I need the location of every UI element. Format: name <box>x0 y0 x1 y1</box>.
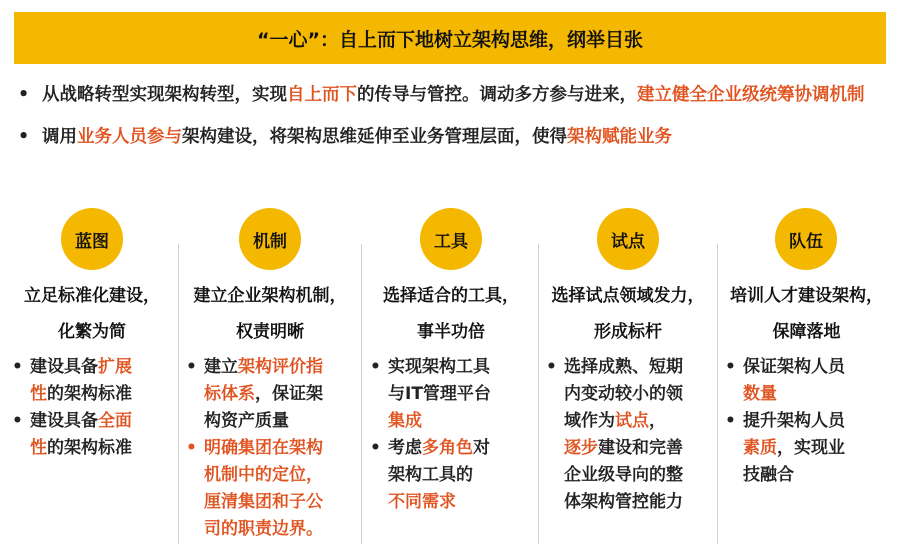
highlight-text: 数量 <box>743 384 777 404</box>
subtitle-line: 培训人才建设架构， <box>730 286 883 306</box>
subtitle-line: 形成标杆 <box>594 322 662 342</box>
column-tools <box>366 208 536 553</box>
intro-bullets <box>18 80 886 164</box>
banner-title: “一心”：自上而下地树立架构思维，纲举目张 <box>257 28 643 51</box>
column-divider <box>178 244 179 544</box>
list-item <box>182 435 358 543</box>
subtitle-line: 立足标准化建设， <box>24 286 160 306</box>
text-run: 企业级导向的整 <box>564 465 683 485</box>
text-run: 的架构标准 <box>47 384 132 404</box>
column-divider <box>717 244 718 544</box>
text-run: 实现架构工具 <box>388 357 490 377</box>
list-item <box>721 354 892 408</box>
list-item <box>721 408 892 489</box>
circle-badge <box>239 208 301 270</box>
subtitle-line: 选择试点领域发力， <box>551 286 705 306</box>
text-run: 厘清集团和子公 <box>204 492 323 512</box>
column-pilot <box>542 208 714 553</box>
highlight-text: 逐步 <box>564 438 598 458</box>
highlight-text: 自上而下 <box>287 85 357 105</box>
column-items <box>366 354 536 516</box>
column-team <box>721 208 892 553</box>
text-run: 与IT管理平台 <box>388 384 491 404</box>
column-items <box>542 354 714 516</box>
column-label: 队伍 <box>789 231 823 252</box>
column-subtitle <box>8 278 176 350</box>
text-run: 的传导与管控。调动多方参与进来， <box>357 85 637 105</box>
column-label: 工具 <box>434 231 468 252</box>
text-run: 司的职责边界。 <box>204 519 323 539</box>
highlight-text: 扩展 <box>98 357 132 377</box>
column-label: 试点 <box>611 231 645 252</box>
highlight-text: 架构赋能业务 <box>567 127 672 147</box>
highlight-text: 建立健全企业级统筹协调机制 <box>637 85 865 105</box>
text-run: 内变动较小的领 <box>564 384 683 404</box>
column-mechanism <box>182 208 358 553</box>
column-divider <box>538 244 539 544</box>
column-items <box>721 354 892 489</box>
circle-badge <box>775 208 837 270</box>
highlight-text: 试点 <box>615 411 649 431</box>
circle-badge <box>420 208 482 270</box>
subtitle-line: 权责明晰 <box>236 322 304 342</box>
text-run: 建设和完善 <box>598 438 683 458</box>
text-run: 架构建设，将架构思维延伸至业务管理层面，使得 <box>182 127 567 147</box>
text-run: 体架构管控能力 <box>564 492 683 512</box>
list-item <box>8 354 176 408</box>
column-divider <box>361 244 362 544</box>
intro-bullet-2 <box>18 122 886 152</box>
text-run: 调用 <box>42 127 77 147</box>
pillar-columns <box>8 208 892 553</box>
text-run: 保证架构人员 <box>743 357 845 377</box>
text-run: 建设具备 <box>30 411 98 431</box>
column-subtitle <box>542 278 714 350</box>
text-run: 构资产质量 <box>204 411 289 431</box>
text-run: ， <box>649 411 666 431</box>
text-run: ，实现业 <box>777 438 845 458</box>
column-blueprint <box>8 208 176 553</box>
column-subtitle <box>182 278 358 350</box>
highlight-text: 性 <box>30 384 47 404</box>
subtitle-line: 保障落地 <box>772 322 841 342</box>
list-item <box>366 354 536 435</box>
intro-bullet-1 <box>18 80 886 110</box>
text-run: 域作为 <box>564 411 615 431</box>
highlight-text: 性 <box>30 438 47 458</box>
column-subtitle <box>721 278 892 350</box>
circle-badge <box>597 208 659 270</box>
text-run: ， <box>306 465 323 485</box>
list-item <box>542 354 714 516</box>
column-items <box>8 354 176 462</box>
highlight-text: 素质 <box>743 438 777 458</box>
column-label: 蓝图 <box>75 231 109 252</box>
text-run: 对 <box>473 438 490 458</box>
text-run: 考虑 <box>388 438 422 458</box>
subtitle-line: 选择适合的工具， <box>383 286 519 306</box>
text-run: 建立 <box>204 357 238 377</box>
subtitle-line: 化繁为简 <box>58 322 126 342</box>
highlight-text: 明确集团在架构 <box>204 438 323 458</box>
list-item <box>366 435 536 516</box>
text-run: ，保证架 <box>255 384 323 404</box>
text-run: 从战略转型实现架构转型，实现 <box>42 85 287 105</box>
highlight-text: 机制中的定位 <box>204 465 306 485</box>
subtitle-line: 建立企业架构机制， <box>193 286 347 306</box>
highlight-text: 全面 <box>98 411 132 431</box>
highlight-text: 多角色 <box>422 438 473 458</box>
text-run: 的架构标准 <box>47 438 132 458</box>
header-banner <box>14 12 886 64</box>
column-items <box>182 354 358 543</box>
text-run: 架构工具的 <box>388 465 473 485</box>
highlight-text: 标体系 <box>204 384 255 404</box>
list-item <box>182 354 358 435</box>
circle-badge <box>61 208 123 270</box>
text-run: 选择成熟、短期 <box>564 357 683 377</box>
highlight-text: 架构评价指 <box>238 357 323 377</box>
highlight-text: 集成 <box>388 411 422 431</box>
highlight-text: 业务人员参与 <box>77 127 182 147</box>
text-run: 提升架构人员 <box>743 411 845 431</box>
column-label: 机制 <box>253 231 287 252</box>
text-run: 建设具备 <box>30 357 98 377</box>
list-item <box>8 408 176 462</box>
text-run: 技融合 <box>743 465 794 485</box>
subtitle-line: 事半功倍 <box>417 322 485 342</box>
highlight-text: 不同需求 <box>388 492 456 512</box>
column-subtitle <box>366 278 536 350</box>
